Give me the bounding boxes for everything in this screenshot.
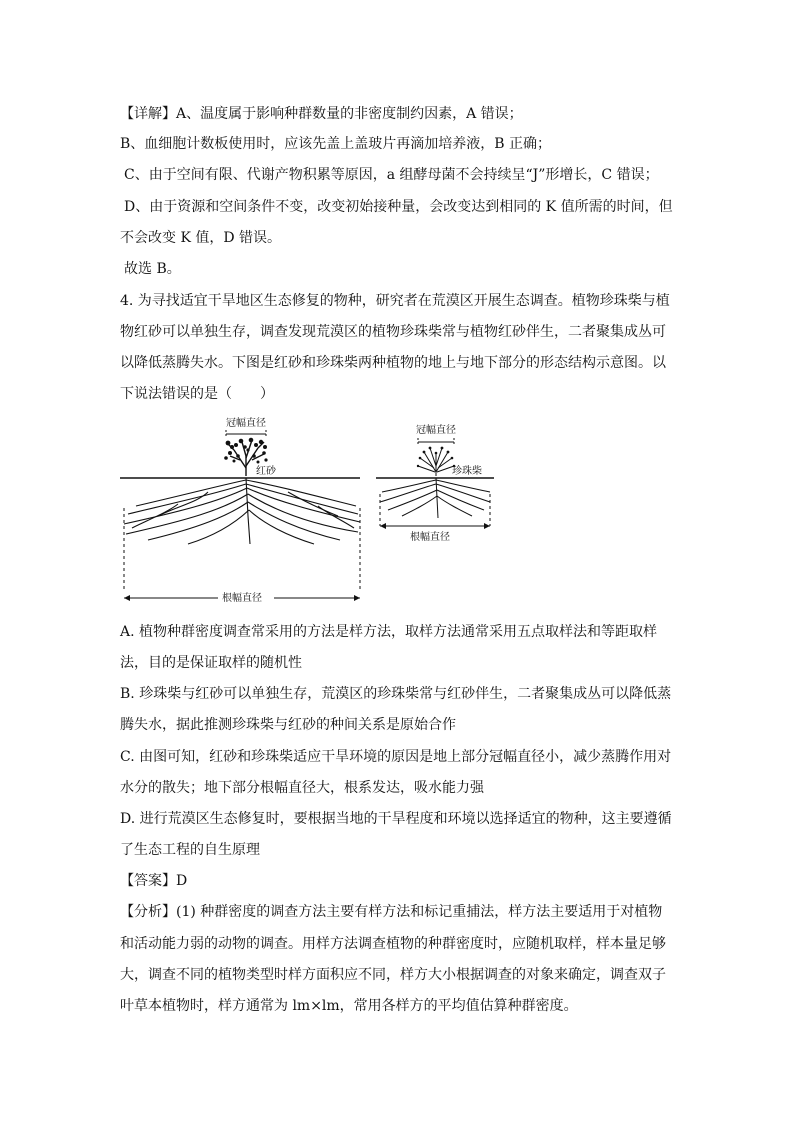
explain-c: C、由于空间有限、代谢产物积累等原因，a 组酵母菌不会持续呈“J”形增长，C 错误； — [124, 167, 659, 183]
hongsha-name-label: 红砂 — [256, 466, 276, 477]
question-line-3: 以降低蒸腾失水。下图是红砂和珍珠柴两种植物的地上与地下部分的形态结构示意图。以 — [120, 355, 666, 371]
explain-b: B、血细胞计数板使用时，应该先盖上盖玻片再滴加培养液，B 正确； — [120, 136, 552, 152]
option-a-1: A. 植物种群密度调查常采用的方法是样方法，取样方法通常采用五点取样法和等距取样 — [120, 624, 658, 640]
explain-d-1: D、由于资源和空间条件不变，改变初始接种量，会改变达到相同的 K 值所需的时间，但 — [124, 199, 673, 215]
plant-root-figure — [118, 416, 498, 608]
hongsha-plant — [120, 430, 360, 601]
question-line-2: 物红砂可以单独生存，调查发现荒漠区的植物珍珠柴常与植物红砂伴生，二者聚集成丛可 — [120, 324, 666, 340]
zhenzhuchai-name-label: 珍珠柴 — [452, 466, 482, 477]
hongsha-crown-label: 冠幅直径 — [226, 418, 266, 429]
question-line-4: 下说法错误的是（ ） — [120, 386, 274, 402]
answer: 【答案】D — [120, 873, 188, 889]
zhenzhuchai-crown-label: 冠幅直径 — [416, 425, 456, 436]
analysis-line-1: 【分析】(1) 种群密度的调查方法主要有样方法和标记重捕法，样方法主要适用于对植物 — [120, 904, 663, 920]
zhenzhuchai-root-label: 根幅直径 — [410, 532, 450, 543]
plant-diagram — [118, 416, 498, 608]
option-b-1: B. 珍珠柴与红砂可以单独生存，荒漠区的珍珠柴常与红砂伴生，二者聚集成丛可以降低蒸 — [120, 686, 672, 702]
analysis-line-2: 和活动能力弱的动物的调查。用样方法调查植物的种群密度时，应随机取样，样本量足够 — [120, 936, 666, 952]
question-line-1: 4. 为寻找适宜干旱地区生态修复的物种，研究者在荒漠区开展生态调查。植物珍珠柴与植 — [120, 293, 670, 309]
option-d-2: 了生态工程的自生原理 — [120, 842, 260, 858]
explain-tag: 【详解】 — [120, 106, 176, 122]
analysis-line-4: 叶草本植物时，样方通常为 lm×lm，常用各样方的平均值估算种群密度。 — [120, 998, 578, 1014]
explain-d-2: 不会改变 K 值，D 错误。 — [120, 230, 282, 246]
analysis-line-3: 大，调查不同的植物类型时样方面积应不同，样方大小根据调查的对象来确定，调查双子 — [120, 967, 666, 983]
explain-a: 【详解】A、温度属于影响种群数量的非密度制约因素，A 错误； — [120, 106, 523, 122]
option-b-2: 腾失水，据此推测珍珠柴与红砂的种间关系是原始合作 — [120, 717, 456, 733]
option-a-2: 法，目的是保证取样的随机性 — [120, 655, 302, 671]
option-d-1: D. 进行荒漠区生态修复时，要根据当地的干旱程度和环境以选择适宜的物种，这主要遵循 — [120, 811, 672, 827]
option-c-1: C. 由图可知，红砂和珍珠柴适应干旱环境的原因是地上部分冠幅直径小，减少蒸腾作用对 — [120, 749, 672, 765]
explain-choice: 故选 B。 — [124, 261, 181, 277]
hongsha-root-label: 根幅直径 — [222, 593, 262, 604]
option-c-2: 水分的散失；地下部分根幅直径大，根系发达，吸水能力强 — [120, 780, 484, 796]
zhenzhuchai-plant — [376, 438, 494, 529]
